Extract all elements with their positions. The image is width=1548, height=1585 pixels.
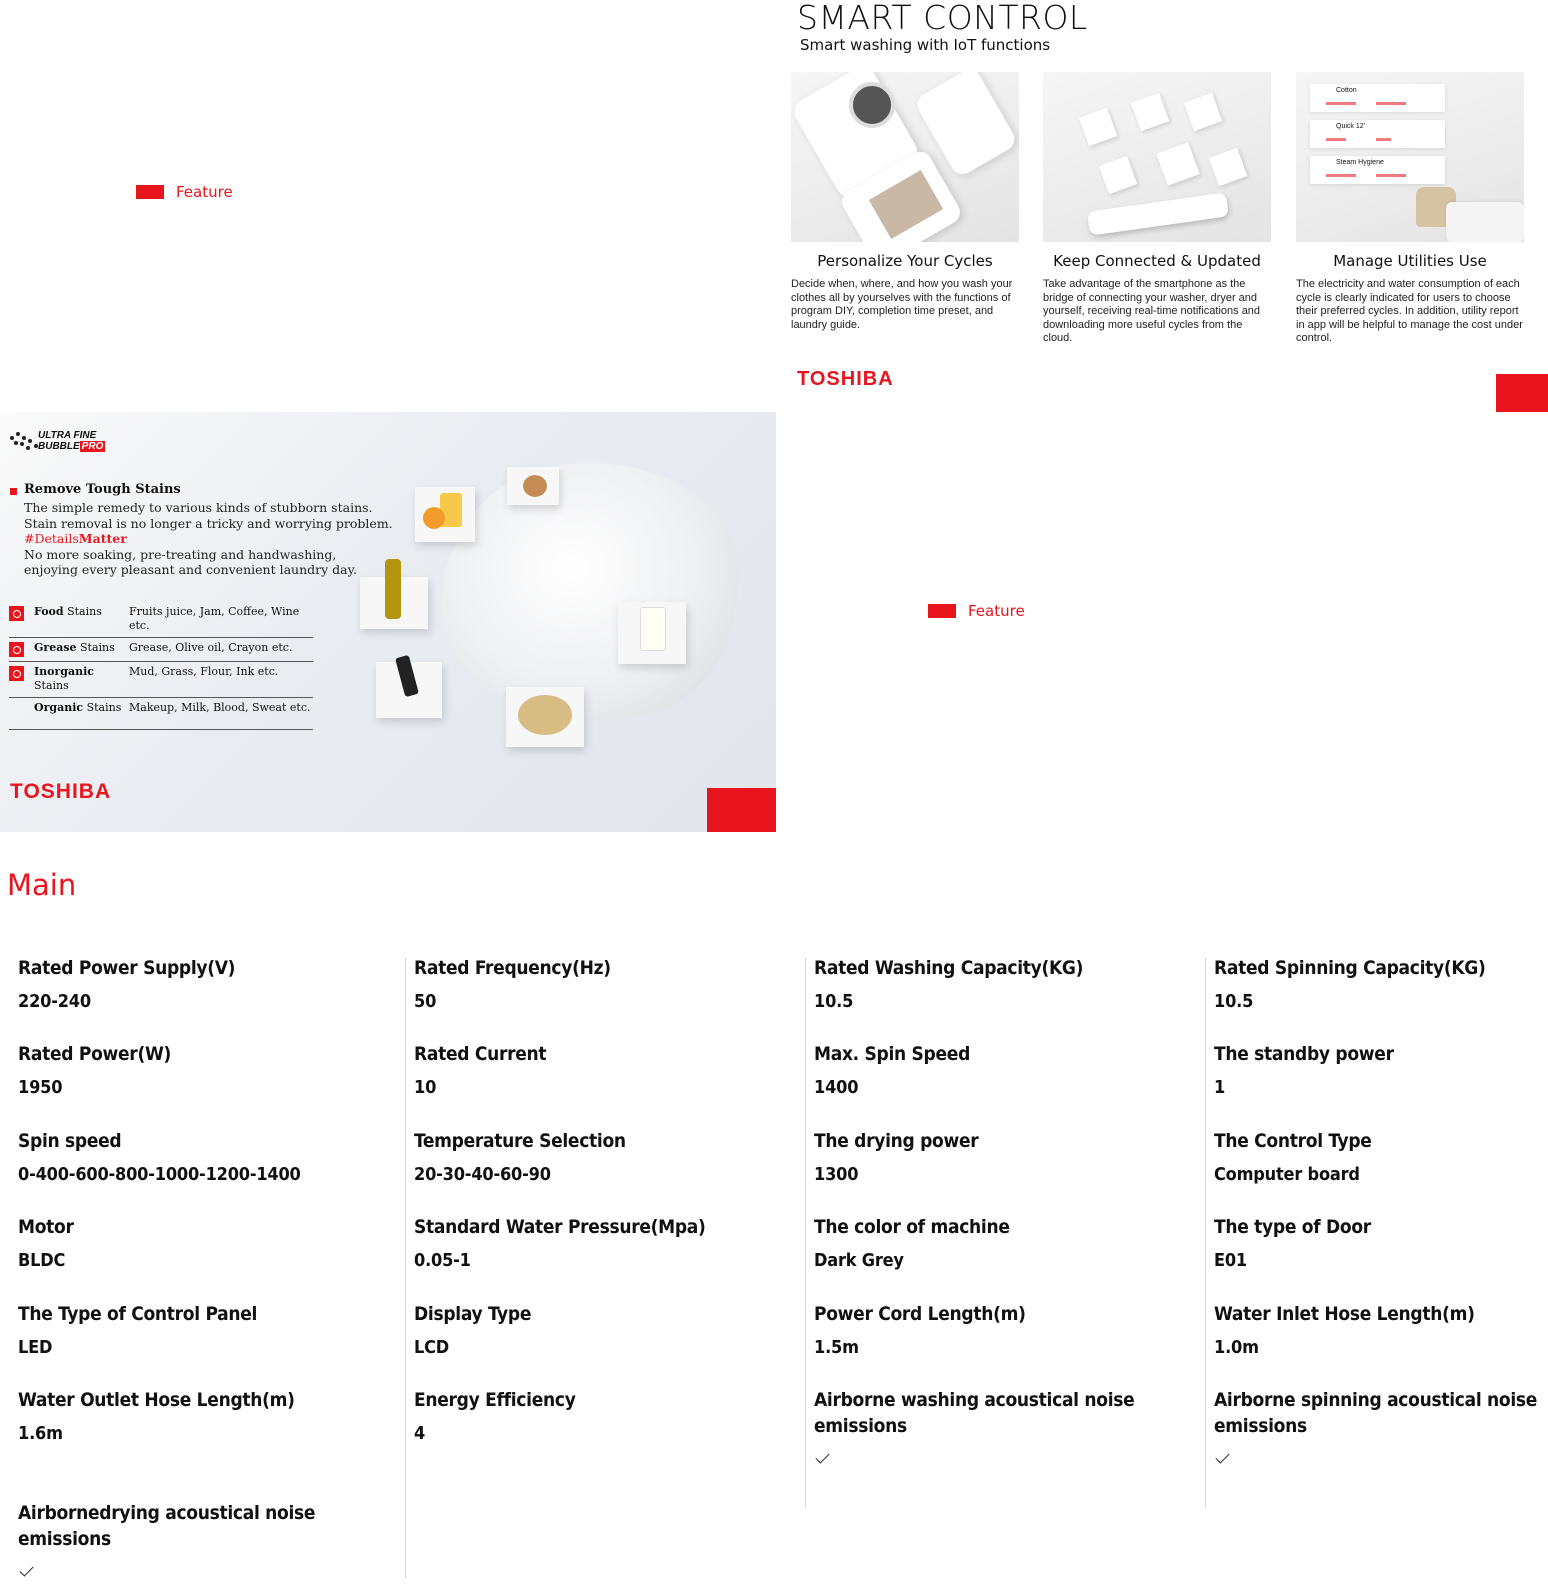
smart-control-subtitle: Smart washing with IoT functions [800, 36, 1051, 54]
card-heading: Personalize Your Cycles [817, 252, 993, 270]
bullet-square [10, 488, 17, 495]
spec-value: 1 [1214, 1077, 1226, 1098]
spec-label: The type of Door [1214, 1216, 1371, 1238]
food-stain-icon [9, 606, 24, 621]
coffee-tile [507, 467, 559, 505]
spec-item [18, 1128, 388, 1185]
stain-examples: Grease, Olive oil, Crayon etc. [129, 641, 293, 654]
inorganic-stain-icon [9, 666, 24, 681]
feature-tag-label: Feature [968, 602, 1025, 620]
spec-label: Display Type [414, 1303, 532, 1325]
card-text: The electricity and water consumption of each cycle is clearly indicated for users to choose their preferred cycles. In addition, utility report in app will be helpful to manage the cost under control. [1296, 278, 1523, 344]
spec-item [414, 1387, 784, 1444]
red-corner-block [707, 788, 776, 832]
lipstick-tile [376, 662, 442, 718]
oil-tile [360, 577, 428, 629]
checkmark-icon [815, 1449, 829, 1463]
juice-tile [415, 487, 475, 542]
spec-item [1214, 1214, 1548, 1271]
spec-value: 4 [414, 1423, 426, 1444]
stain-types-table [9, 602, 313, 730]
card-connected [1043, 72, 1271, 346]
spec-item [18, 1387, 388, 1444]
remove-stains-banner [0, 412, 776, 832]
spec-label: Airbornedrying acoustical noise emissions [18, 1502, 316, 1550]
spec-item [414, 955, 784, 1012]
stain-examples: Makeup, Milk, Blood, Sweat etc. [129, 701, 311, 714]
card-personalize [791, 72, 1019, 332]
card-utilities [1296, 72, 1524, 346]
spec-label: Energy Efficiency [414, 1389, 576, 1411]
feature-tag [928, 602, 1025, 620]
spec-value: 10.5 [814, 991, 854, 1012]
body-line: enjoying every pleasant and convenient laundry day. [24, 562, 357, 577]
table-row: Food Stains Fruits juice, Jam, Coffee, Wine etc. [9, 602, 313, 638]
spec-label: Motor [18, 1216, 74, 1238]
spec-value: 50 [414, 991, 437, 1012]
milk-tile [618, 602, 686, 664]
spec-label: Rated Washing Capacity(KG) [814, 957, 1084, 979]
smart-control-title: SMART CONTROL [797, 0, 1088, 37]
spec-item [814, 1301, 1184, 1358]
stains-body [24, 500, 404, 578]
spec-value: Dark Grey [814, 1250, 904, 1271]
spec-item [814, 1387, 1184, 1464]
stains-heading-row [10, 482, 181, 497]
body-line: No more soaking, pre-treating and handwashing, [24, 546, 337, 562]
cycle-label: Cotton [1310, 84, 1445, 112]
notification-tiles-illustration [1043, 72, 1271, 242]
card-text: Decide when, where, and how you wash your clothes all by yourselves with the functions of program DIY, completion time preset, and laundry guide. [791, 278, 1013, 331]
spec-label: Rated Frequency(Hz) [414, 957, 611, 979]
spec-value: LED [18, 1337, 53, 1358]
spec-label: Max. Spin Speed [814, 1043, 971, 1065]
column-divider [1205, 958, 1206, 1508]
spec-value: 0-400-600-800-1000-1200-1400 [18, 1164, 301, 1185]
feature-tag [136, 183, 233, 201]
spec-value: 20-30-40-60-90 [414, 1164, 551, 1185]
spec-label: Airborne spinning acoustical noise emissions [1214, 1389, 1538, 1437]
feature-tag-bar [928, 604, 956, 618]
cycle-label: Steam Hygiene [1310, 156, 1445, 184]
card-heading: Keep Connected & Updated [1053, 252, 1261, 270]
bubbles-icon [8, 430, 38, 452]
spec-item [18, 955, 388, 1012]
feature-tag-bar [136, 185, 164, 199]
flour-tile [506, 687, 584, 747]
spec-label: The Control Type [1214, 1130, 1372, 1152]
spec-item [814, 1041, 1184, 1098]
card-text: Take advantage of the smartphone as the bridge of connecting your washer, dryer and yourself, receiving real-time notifications and downloading more useful cycles from the cloud. [1043, 278, 1261, 344]
spec-label: Spin speed [18, 1130, 122, 1152]
spec-label: The drying power [814, 1130, 979, 1152]
spec-label: Water Outlet Hose Length(m) [18, 1389, 295, 1411]
spec-value: 10 [414, 1077, 437, 1098]
spec-value: BLDC [18, 1250, 66, 1271]
spec-value: 220-240 [18, 991, 91, 1012]
spec-value: LCD [414, 1337, 450, 1358]
body-line: The simple remedy to various kinds of stubborn stains. [24, 500, 373, 515]
spec-label: Rated Current [414, 1043, 547, 1065]
stain-examples: Mud, Grass, Flour, Ink etc. [129, 665, 279, 678]
red-corner-block [1496, 374, 1548, 412]
spec-label: The standby power [1214, 1043, 1394, 1065]
logo-line-1: ULTRA FINE [38, 430, 97, 441]
spec-value: 1300 [814, 1164, 859, 1185]
spec-label: Power Cord Length(m) [814, 1303, 1026, 1325]
spec-label: Rated Power(W) [18, 1043, 172, 1065]
spec-label: Standard Water Pressure(Mpa) [414, 1216, 706, 1238]
spec-value: 0.05-1 [414, 1250, 471, 1271]
spec-label: Water Inlet Hose Length(m) [1214, 1303, 1475, 1325]
logo-line-2: BUBBLE [38, 441, 80, 452]
spec-item [814, 955, 1184, 1012]
spec-item [1214, 1387, 1548, 1464]
card-heading: Manage Utilities Use [1333, 252, 1487, 270]
spec-label: Rated Power Supply(V) [18, 957, 236, 979]
phones-illustration [791, 72, 1019, 242]
spec-label: The color of machine [814, 1216, 1010, 1238]
hashtag: #DetailsMatter [24, 531, 127, 546]
smart-control-banner [785, 0, 1548, 412]
spec-value: E01 [1214, 1250, 1248, 1271]
spec-item [414, 1041, 784, 1098]
ultra-fine-bubble-logo [8, 430, 105, 452]
spec-item [1214, 955, 1548, 1012]
table-row: Grease Stains Grease, Olive oil, Crayon etc. [9, 638, 313, 662]
spec-item [1214, 1128, 1548, 1185]
spec-item [18, 1214, 388, 1271]
spec-value: 1950 [18, 1077, 63, 1098]
spec-value: Computer board [1214, 1164, 1360, 1185]
stained-cloth-illustration [360, 462, 760, 752]
spec-value: 1.5m [814, 1337, 859, 1358]
main-section-title: Main [7, 868, 77, 902]
spec-item [414, 1301, 784, 1358]
feature-tag-label: Feature [176, 183, 233, 201]
spec-label: Rated Spinning Capacity(KG) [1214, 957, 1486, 979]
table-row: Inorganic Stains Mud, Grass, Flour, Ink etc. [9, 662, 313, 698]
spec-label: Temperature Selection [414, 1130, 626, 1152]
toshiba-logo: TOSHIBA [797, 368, 894, 390]
grease-stain-icon [9, 642, 24, 657]
table-row: Organic Stains Makeup, Milk, Blood, Sweat etc. [9, 698, 313, 730]
spec-item [414, 1214, 784, 1271]
checkmark-icon [1215, 1449, 1229, 1463]
spec-value: 10.5 [1214, 991, 1254, 1012]
spec-item [18, 1301, 388, 1358]
spec-item [814, 1214, 1184, 1271]
column-divider [805, 958, 806, 1508]
body-line: Stain removal is no longer a tricky and worrying problem. [24, 515, 393, 531]
spec-item [814, 1128, 1184, 1185]
cycle-list-illustration [1296, 72, 1524, 242]
spec-item [1214, 1301, 1548, 1358]
spec-item [18, 1500, 388, 1577]
spec-label: Airborne washing acoustical noise emissions [814, 1389, 1135, 1437]
stain-examples: Fruits juice, Jam, Coffee, Wine etc. [129, 605, 300, 632]
toshiba-logo: TOSHIBA [10, 780, 112, 803]
spec-value: 1.6m [18, 1423, 63, 1444]
logo-pro-badge: PRO [81, 441, 104, 452]
spec-value: 1400 [814, 1077, 859, 1098]
checkmark-icon [19, 1562, 33, 1576]
spec-item [414, 1128, 784, 1185]
spec-item [1214, 1041, 1548, 1098]
spec-item [18, 1041, 388, 1098]
spec-label: The Type of Control Panel [18, 1303, 258, 1325]
spec-value: 1.0m [1214, 1337, 1259, 1358]
column-divider [405, 958, 406, 1578]
cycle-label: Quick 12' [1310, 120, 1445, 148]
stains-heading: Remove Tough Stains [24, 482, 181, 497]
